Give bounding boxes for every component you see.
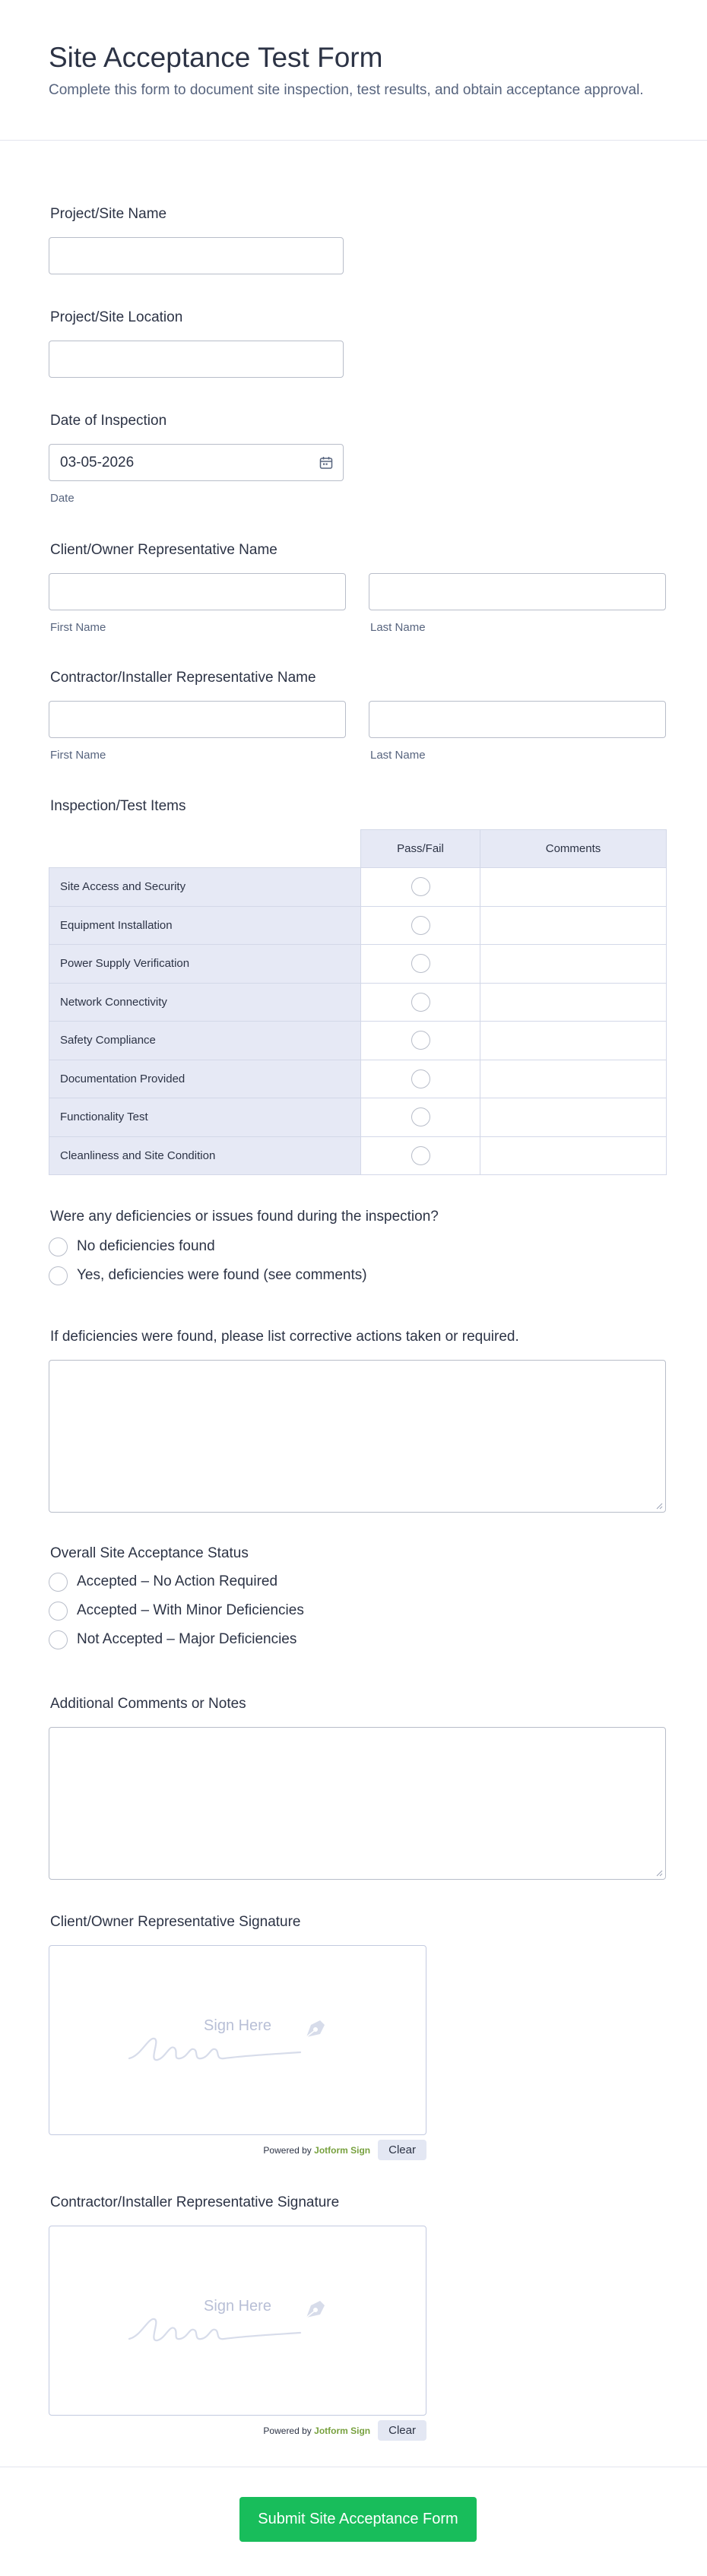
option-label: Accepted – No Action Required: [77, 1573, 278, 1589]
matrix-row-label: Safety Compliance: [49, 1022, 361, 1060]
corrective-actions-label: If deficiencies were found, please list corrective actions taken or required.: [50, 1329, 519, 1345]
page-subtitle: Complete this form to document site inspection, test results, and obtain acceptance approval.: [49, 82, 644, 98]
project-name-input[interactable]: [49, 237, 344, 274]
inspection-matrix: [49, 829, 667, 1175]
contractor-last-name-col: [369, 701, 666, 762]
matrix-comment-cell[interactable]: [480, 1136, 667, 1175]
additional-comments-textarea[interactable]: [49, 1727, 666, 1880]
radio-button[interactable]: [49, 1266, 68, 1285]
inspection-date-input[interactable]: [49, 444, 344, 481]
contractor-signature-footer: [49, 2420, 426, 2441]
pass-fail-radio[interactable]: [411, 1031, 430, 1050]
contractor-signature-pad[interactable]: [49, 2226, 426, 2416]
option-label: No deficiencies found: [77, 1238, 215, 1254]
form-header: [0, 0, 707, 141]
corrective-actions-textarea[interactable]: [49, 1360, 666, 1513]
matrix-comment-cell[interactable]: [480, 868, 667, 907]
calendar-icon[interactable]: [319, 455, 334, 471]
inspection-date-label: Date of Inspection: [50, 413, 167, 429]
additional-comments-label: Additional Comments or Notes: [50, 1696, 246, 1712]
status-option-not-accepted[interactable]: [49, 1625, 304, 1654]
matrix-row: [49, 945, 667, 984]
contractor-rep-label: Contractor/Installer Representative Name: [50, 670, 316, 686]
deficiencies-option-found[interactable]: [49, 1261, 439, 1290]
deficiencies-field: [49, 1208, 439, 1290]
matrix-pass-fail-cell: [361, 1022, 480, 1060]
project-name-field: [49, 205, 344, 274]
matrix-comment-cell[interactable]: [480, 983, 667, 1022]
project-location-label: Project/Site Location: [50, 309, 183, 325]
matrix-row-label: Equipment Installation: [49, 906, 361, 945]
inspection-date-sublabel: Date: [50, 492, 75, 505]
client-signature-placeholder: Sign Here: [204, 2017, 271, 2034]
client-last-name-input[interactable]: [369, 573, 666, 610]
deficiencies-label: Were any deficiencies or issues found during the inspection?: [50, 1209, 439, 1225]
form-footer: [0, 2467, 707, 2576]
project-location-input[interactable]: [49, 341, 344, 378]
acceptance-status-options: [49, 1567, 304, 1654]
matrix-col-comments: Comments: [480, 830, 667, 868]
matrix-row: [49, 868, 667, 907]
matrix-comment-cell[interactable]: [480, 1060, 667, 1098]
contractor-first-name-sublabel: First Name: [50, 749, 106, 762]
project-name-label: Project/Site Name: [50, 206, 167, 222]
client-signature-field: [49, 1913, 426, 2160]
matrix-row: [49, 1098, 667, 1137]
matrix-pass-fail-cell: [361, 906, 480, 945]
matrix-pass-fail-cell: [361, 1098, 480, 1137]
pass-fail-radio[interactable]: [411, 877, 430, 896]
client-signature-clear-button[interactable]: Clear: [378, 2140, 426, 2160]
matrix-comment-cell[interactable]: [480, 945, 667, 984]
inspection-items-label: Inspection/Test Items: [50, 798, 186, 814]
matrix-comment-cell[interactable]: [480, 1022, 667, 1060]
page-title: Site Acceptance Test Form: [49, 42, 383, 73]
acceptance-status-label: Overall Site Acceptance Status: [50, 1545, 249, 1561]
project-location-field: [49, 309, 344, 378]
inspection-date-value: 03-05-2026: [60, 454, 135, 471]
contractor-last-name-input[interactable]: [369, 701, 666, 738]
pass-fail-radio[interactable]: [411, 1107, 430, 1126]
option-label: Accepted – With Minor Deficiencies: [77, 1602, 304, 1618]
matrix-comment-cell[interactable]: [480, 906, 667, 945]
contractor-last-name-sublabel: Last Name: [370, 749, 426, 762]
matrix-row-label: Functionality Test: [49, 1098, 361, 1137]
inspection-items-field: [49, 797, 667, 1175]
matrix-row: [49, 1022, 667, 1060]
contractor-rep-field: [49, 669, 666, 762]
option-label: Yes, deficiencies were found (see comments): [77, 1267, 367, 1283]
pass-fail-radio[interactable]: [411, 954, 430, 973]
resize-grip-icon[interactable]: [655, 1869, 663, 1877]
contractor-signature-field: [49, 2194, 426, 2441]
option-label: Not Accepted – Major Deficiencies: [77, 1631, 297, 1647]
client-signature-label: Client/Owner Representative Signature: [50, 1914, 301, 1930]
pass-fail-radio[interactable]: [411, 1146, 430, 1165]
deficiencies-options: [49, 1232, 439, 1290]
matrix-pass-fail-cell: [361, 1060, 480, 1098]
client-rep-field: [49, 541, 666, 634]
matrix-comment-cell[interactable]: [480, 1098, 667, 1137]
contractor-first-name-input[interactable]: [49, 701, 346, 738]
corrective-actions-field: [49, 1328, 666, 1513]
client-rep-name-row: [49, 573, 666, 634]
pass-fail-radio[interactable]: [411, 993, 430, 1012]
radio-button[interactable]: [49, 1573, 68, 1592]
matrix-row-label: Cleanliness and Site Condition: [49, 1136, 361, 1175]
additional-comments-field: [49, 1695, 666, 1880]
client-first-name-col: [49, 573, 346, 634]
contractor-signature-clear-button[interactable]: Clear: [378, 2420, 426, 2441]
matrix-pass-fail-cell: [361, 1136, 480, 1175]
powered-by-label: Powered by Jotform Sign: [263, 2425, 371, 2436]
client-first-name-input[interactable]: [49, 573, 346, 610]
radio-button[interactable]: [49, 1237, 68, 1256]
matrix-corner: [49, 830, 361, 868]
matrix-row: [49, 983, 667, 1022]
powered-by-label: Powered by Jotform Sign: [263, 2144, 371, 2156]
client-rep-label: Client/Owner Representative Name: [50, 542, 277, 558]
matrix-pass-fail-cell: [361, 945, 480, 984]
client-signature-footer: [49, 2140, 426, 2160]
status-option-accepted[interactable]: [49, 1567, 304, 1596]
matrix-row-label: Network Connectivity: [49, 983, 361, 1022]
radio-button[interactable]: [49, 1630, 68, 1649]
status-option-minor[interactable]: [49, 1596, 304, 1625]
submit-button[interactable]: Submit Site Acceptance Form: [239, 2497, 477, 2542]
client-signature-pad[interactable]: [49, 1945, 426, 2135]
matrix-pass-fail-cell: [361, 868, 480, 907]
inspection-date-field: [49, 412, 344, 505]
deficiencies-option-none[interactable]: [49, 1232, 439, 1261]
matrix-pass-fail-cell: [361, 983, 480, 1022]
pass-fail-radio[interactable]: [411, 916, 430, 935]
acceptance-status-field: [49, 1545, 304, 1654]
matrix-row: [49, 1060, 667, 1098]
matrix-col-pass-fail: Pass/Fail: [361, 830, 480, 868]
contractor-signature-placeholder: Sign Here: [204, 2298, 271, 2315]
matrix-row-label: Documentation Provided: [49, 1060, 361, 1098]
contractor-first-name-col: [49, 701, 346, 762]
matrix-row: [49, 906, 667, 945]
radio-button[interactable]: [49, 1602, 68, 1621]
matrix-row: [49, 1136, 667, 1175]
matrix-row-label: Power Supply Verification: [49, 945, 361, 984]
client-first-name-sublabel: First Name: [50, 621, 106, 634]
client-last-name-sublabel: Last Name: [370, 621, 426, 634]
contractor-rep-name-row: [49, 701, 666, 762]
client-last-name-col: [369, 573, 666, 634]
matrix-header-row: [49, 830, 667, 868]
resize-grip-icon[interactable]: [655, 1502, 663, 1510]
matrix-row-label: Site Access and Security: [49, 868, 361, 907]
contractor-signature-label: Contractor/Installer Representative Signature: [50, 2194, 340, 2210]
pass-fail-radio[interactable]: [411, 1069, 430, 1088]
